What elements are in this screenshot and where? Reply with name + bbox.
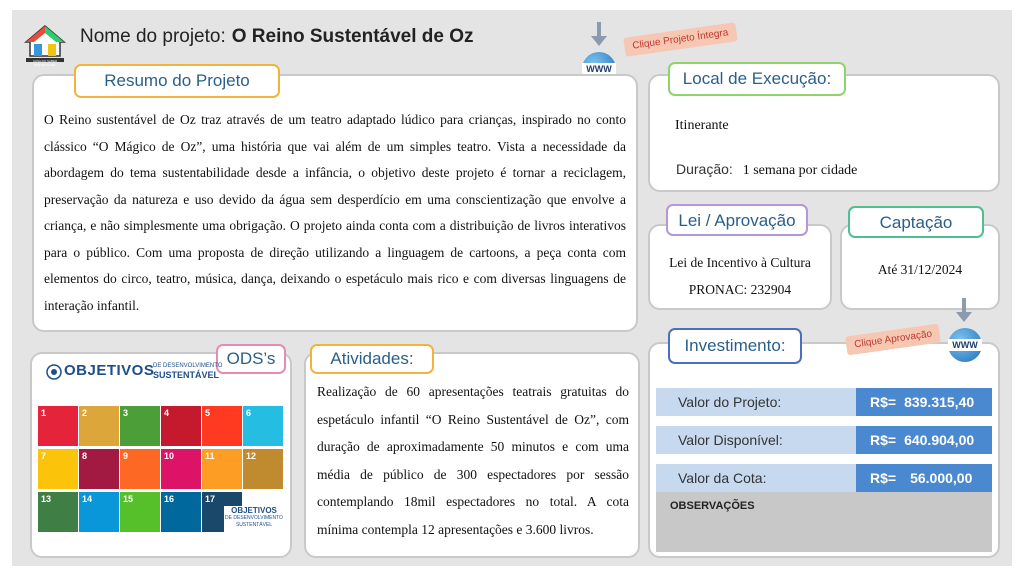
- observacoes-label: OBSERVAÇÕES: [670, 500, 755, 512]
- ods-tile-2: 2: [79, 406, 119, 446]
- link-projeto-integra[interactable]: Clique Projeto Íntegra: [623, 22, 737, 57]
- ods-banner-sub1: DE DESENVOLVIMENTO: [153, 363, 223, 369]
- atividades-label: Atividades:: [310, 344, 434, 374]
- ods-banner-sub2: SUSTENTÁVEL: [153, 370, 220, 380]
- captacao-label: Captação: [848, 206, 984, 238]
- un-emblem-icon: [46, 364, 62, 380]
- inv-row-amount: R$= 839.315,40: [856, 388, 992, 416]
- logo-text: CASA DO SABER SUSTENTÁVEL: [32, 59, 58, 67]
- ods-tile-3: 3: [120, 406, 160, 446]
- ods-tile-1: 1: [38, 406, 78, 446]
- duracao-value: 1 semana por cidade: [742, 163, 858, 178]
- ods-footer-sub: DE DESENVOLVIMENTO SUSTENTÁVEL: [225, 515, 283, 528]
- ods-tile-12: 12: [243, 449, 283, 489]
- www-globe-icon[interactable]: WWW: [582, 52, 616, 86]
- ods-tile-13: 13: [38, 492, 78, 532]
- ods-tile-4: 4: [161, 406, 201, 446]
- duracao-label: Duração:: [676, 161, 733, 177]
- captacao-value: Até 31/12/2024: [877, 262, 963, 277]
- project-title-value: O Reino Sustentável de Oz: [231, 26, 474, 47]
- project-title: [80, 26, 474, 48]
- local-value: Itinerante: [675, 118, 729, 133]
- ods-tile-10: 10: [161, 449, 201, 489]
- ods-tile-7: 7: [38, 449, 78, 489]
- project-title-label: Nome do projeto:: [80, 26, 226, 47]
- inv-row-amount: R$= 640.904,00: [856, 426, 992, 454]
- inv-row-label: Valor Disponível:: [656, 426, 856, 454]
- inv-row-label: Valor da Cota:: [656, 464, 856, 492]
- ods-footer: [224, 506, 284, 536]
- logo: [24, 24, 66, 67]
- ods-tile-11: 11: [202, 449, 242, 489]
- ods-tile-17: 17: [202, 492, 242, 532]
- observacoes-area: [656, 492, 992, 552]
- house-logo-icon: [24, 24, 66, 64]
- ods-tile-6: 6: [243, 406, 283, 446]
- www-globe-icon-2[interactable]: WWW: [948, 328, 982, 362]
- ods-tile-15: 15: [120, 492, 160, 532]
- down-arrow-icon-2: [956, 298, 972, 324]
- atividades-text: Realização de 60 apresentações teatrais gratuitas do espetáculo infantil “O Reino Sustentável de Oz”, com duração de aproximadamente 50 minutos e com uma média de público de 300 espectadores por sessão contemplando 18mil espectadores no total. A cota mínima contempla 12 apresentações e 3.600 livros.: [317, 384, 629, 537]
- ods-tile-5: 5: [202, 406, 242, 446]
- ods-tile-16: 16: [161, 492, 201, 532]
- ods-banner-title: OBJETIVOS: [64, 362, 155, 379]
- inv-row-amount: R$= 56.000,00: [856, 464, 992, 492]
- inv-row-projeto: [656, 388, 992, 416]
- ods-tile-9: 9: [120, 449, 160, 489]
- resumo-label: Resumo do Projeto: [74, 64, 280, 98]
- resumo-text: O Reino sustentável de Oz traz através de um teatro adaptado lúdico para crianças, inspirado no conto clássico “O Mágico de Oz”, uma história que vai além de um simples teatro. Vista a necessidade da abordagem do tema sustentabilidade desde a infância, o objetivo deste projeto é tornar a reciclagem, preservação da natureza e uso devido da água sem desperdício em uma conscientização que envolve a criança, e não simplesmente uma obrigação. O projeto ainda conta com a distribuição de livros interativos para o público. Com uma proposta de direção utilizando a linguagem de cartoons, a peça conta com elementos do circo, teatro, música, dança, deixando o espetáculo mais rico e com diversas linguagens de interação infantil.: [44, 112, 626, 313]
- duracao-row: [676, 161, 857, 179]
- ods-label: ODS’s: [216, 344, 286, 374]
- lei-line1: Lei de Incentivo à Cultura: [669, 255, 811, 270]
- down-arrow-icon: [591, 22, 607, 48]
- investimento-label: Investimento:: [668, 328, 802, 364]
- inv-row-disponivel: [656, 426, 992, 454]
- local-label: Local de Execução:: [668, 62, 846, 96]
- ods-footer-title: OBJETIVOS: [231, 506, 277, 515]
- inv-row-cota: [656, 464, 992, 492]
- link-aprovacao[interactable]: Clique Aprovação: [845, 324, 941, 356]
- ods-tile-14: 14: [79, 492, 119, 532]
- lei-label: Lei / Aprovação: [666, 204, 808, 236]
- ods-tile-8: 8: [79, 449, 119, 489]
- lei-line2: PRONAC: 232904: [688, 282, 792, 297]
- inv-row-label: Valor do Projeto:: [656, 388, 856, 416]
